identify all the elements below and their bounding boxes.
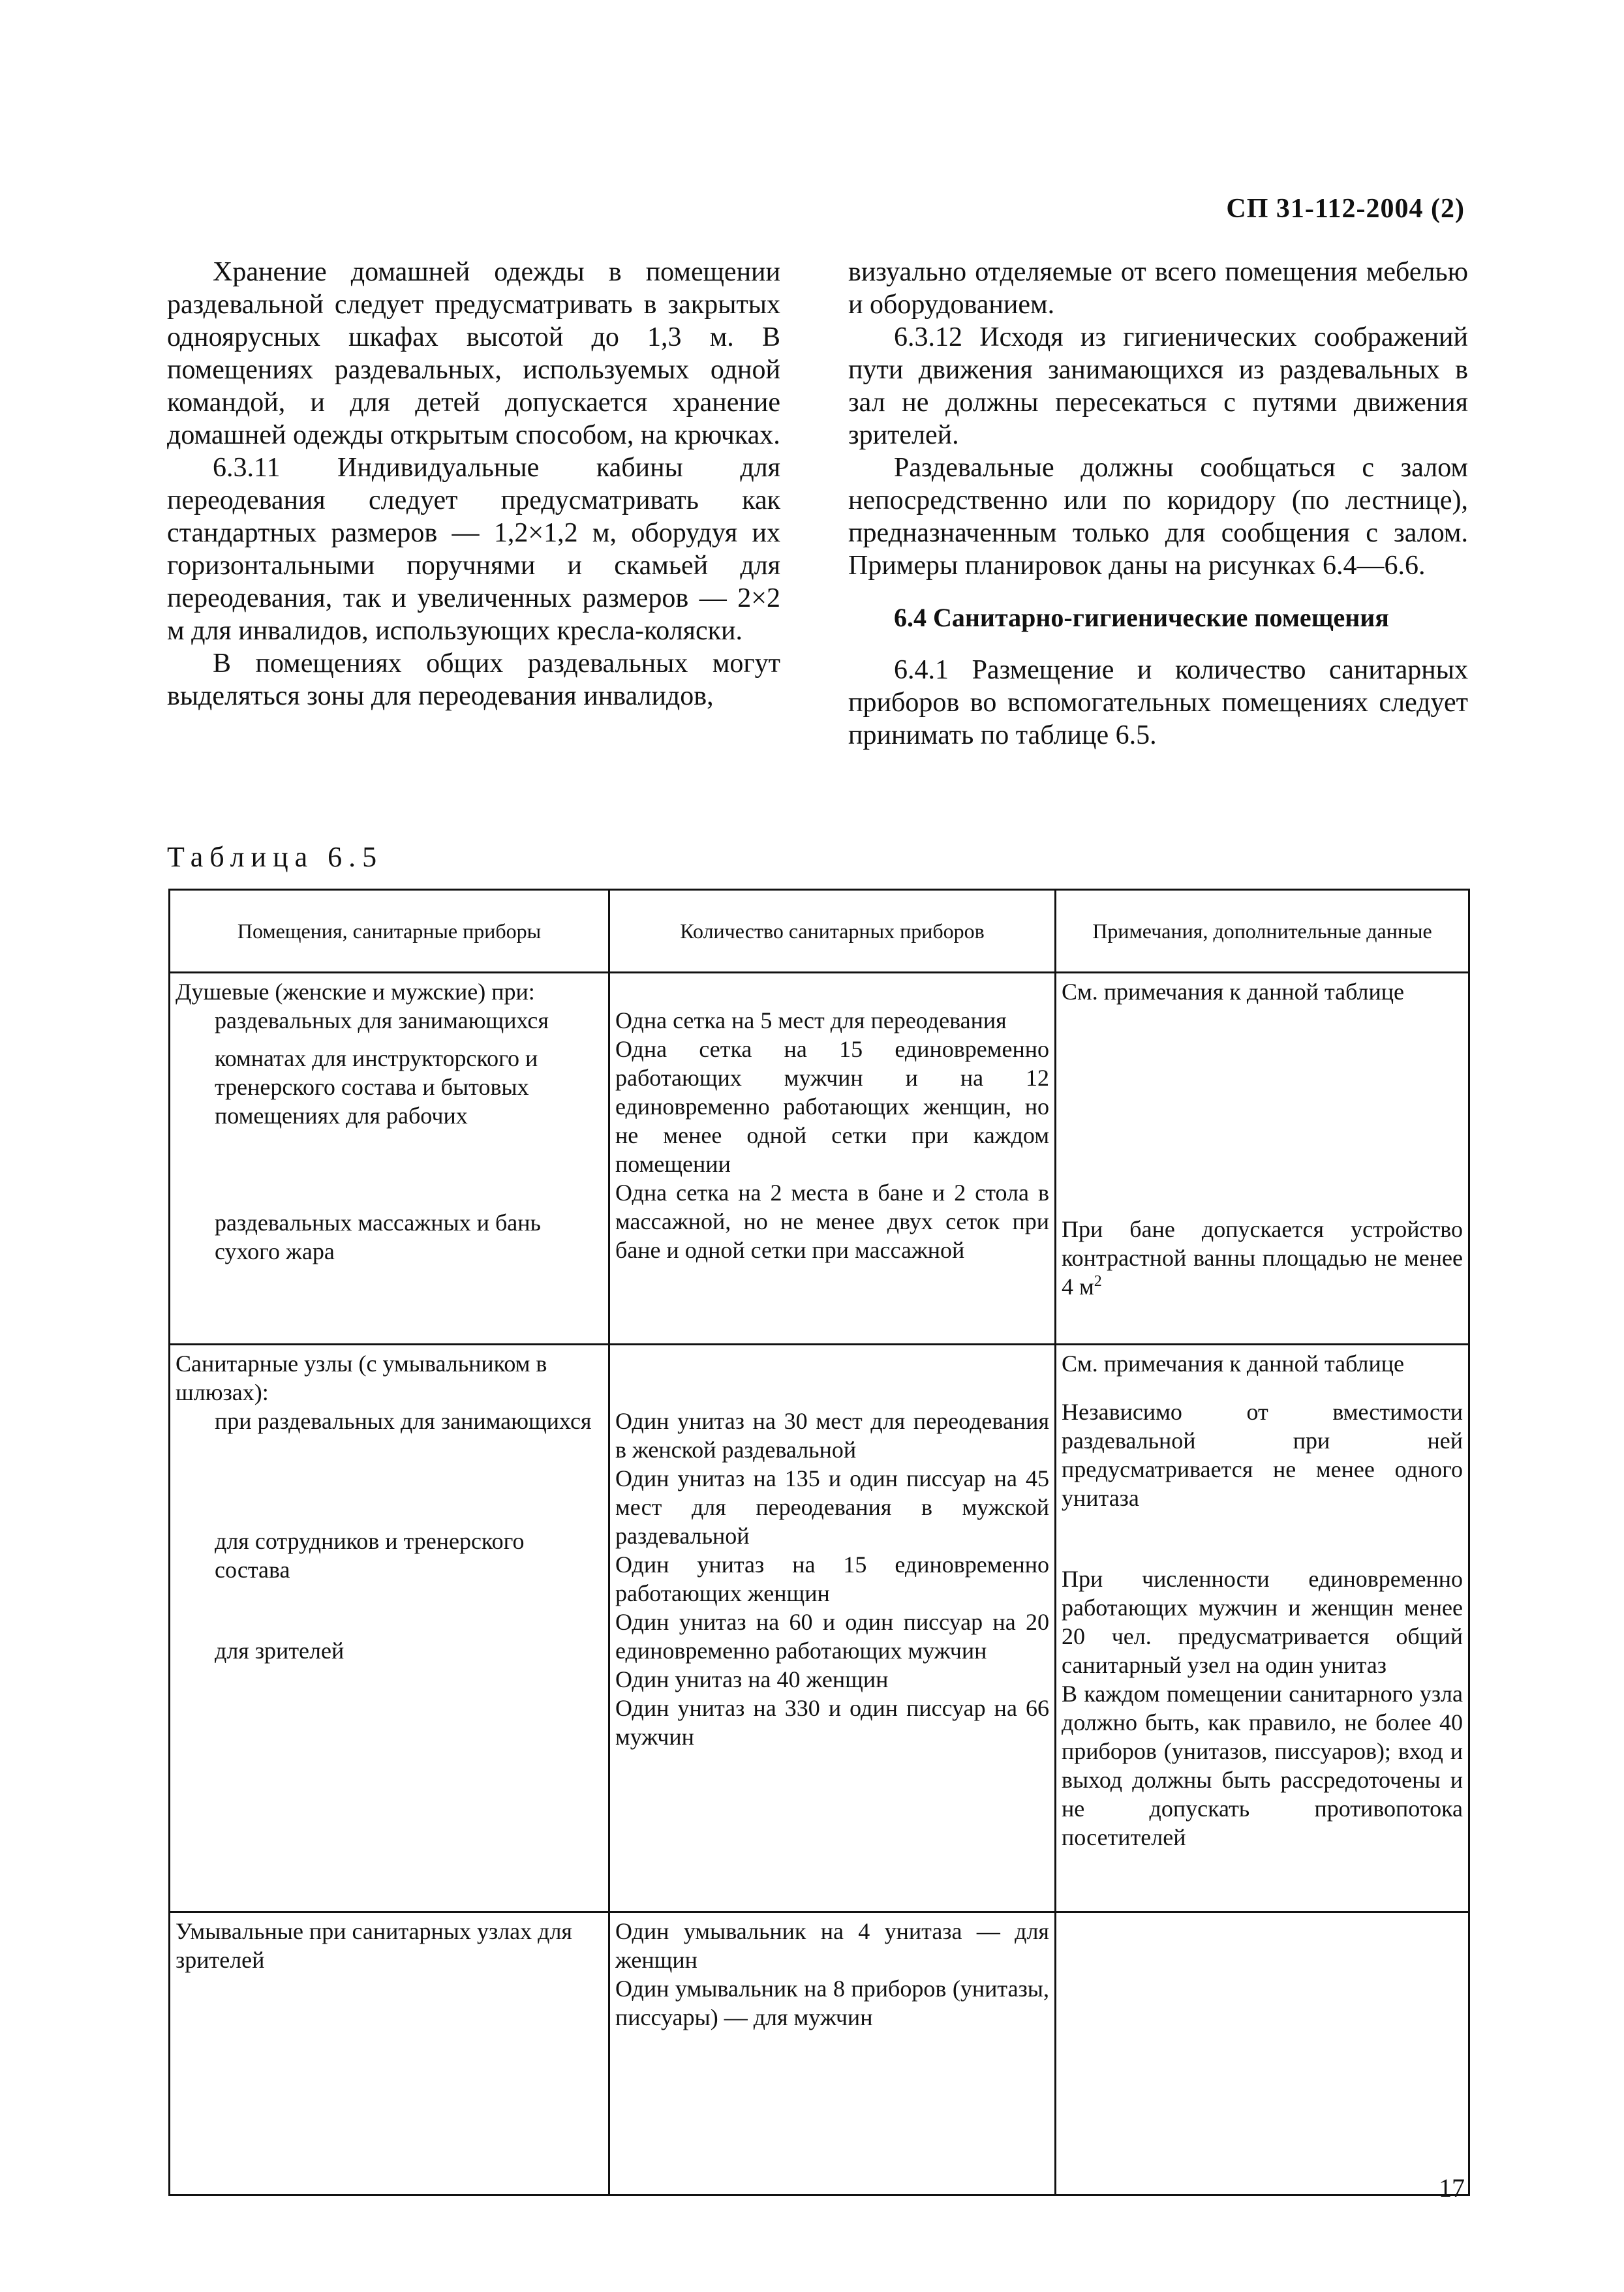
document-code: СП 31-112-2004 (2) [1226, 194, 1465, 224]
quantity-item: Один унитаз на 135 и один писсуар на 45 мест для переодевания в мужской раздевальной [615, 1465, 1049, 1549]
table-row [170, 1345, 1469, 1912]
table-cell-rooms [170, 1912, 609, 2195]
note-item: При численности единовременно работающих мужчин и женщин менее 20 чел. предусматривается общий санитарный узел на один унитаз [1062, 1566, 1463, 1678]
section-heading: 6.4 Санитарно-гигиенические помещения [894, 603, 1389, 632]
group-title: Душевые (женские и мужские) при: [176, 979, 535, 1005]
table-row [170, 973, 1469, 1345]
quantity-item: Один унитаз на 30 мест для переодевания в женской раздевальной [615, 1408, 1049, 1463]
note-item: См. примечания к данной таблице [1062, 1351, 1404, 1377]
left-column [167, 256, 780, 712]
paragraph: 6.3.12 Исходя из гигиенических соображений пути движения занимающихся из раздевальных в зал не должны пересекаться с путями движения зрителей. [848, 322, 1468, 450]
table-cell-notes [1056, 1912, 1469, 2195]
table-row [170, 1912, 1469, 2195]
column-header: Примечания, дополнительные данные [1056, 890, 1469, 973]
table-caption: Таблица 6.5 [167, 841, 384, 873]
page-number: 17 [1439, 2173, 1465, 2203]
room-item: комнатах для инструкторского и тренерского состава и бытовых помещениях для рабочих [215, 1045, 538, 1129]
note-item: См. примечания к данной таблице [1062, 979, 1404, 1005]
quantity-item: Одна сетка на 5 мест для переодевания [615, 1007, 1007, 1033]
quantity-item: Один унитаз на 330 и один писсуар на 66 мужчин [615, 1695, 1049, 1750]
room-item: для сотрудников и тренерского состава [215, 1528, 525, 1583]
table-cell-quantity [609, 1345, 1056, 1912]
table-cell-notes [1056, 973, 1469, 1345]
right-column [848, 256, 1468, 752]
quantity-item: Один унитаз на 60 и один писсуар на 20 единовременно работающих мужчин [615, 1609, 1049, 1664]
table-header-row [170, 890, 1469, 973]
paragraph: Хранение домашней одежды в помещении раздевальной следует предусматривать в закрытых одноярусных шкафах высотой до 1,3 м. В помещениях раздевальных, используемых одной командой, и для детей допускается хранение домашней одежды открытым способом, на крючках. [167, 257, 780, 450]
note-item: В каждом помещении санитарного узла должно быть, как правило, не более 40 приборов (унитазов, писсуаров); вход и выход должны быть рассредоточены и не допускать противопотока посетителей [1062, 1681, 1463, 1850]
group-title: Санитарные узлы (с умывальником в шлюзах): [176, 1351, 547, 1405]
room-item: для зрителей [215, 1638, 345, 1664]
table-cell-notes [1056, 1345, 1469, 1912]
paragraph: визуально отделяемые от всего помещения мебелью и оборудованием. [848, 257, 1468, 320]
paragraph: 6.3.11 Индивидуальные кабины для переодевания следует предусматривать как стандартных размеров — 1,2×1,2 м, оборудуя их горизонтальными поручнями и скамьей для переодевания, так и увеличенных размеров — 2×2 м для инвалидов, использующих кресла-коляски. [167, 453, 780, 646]
sanitary-fixtures-table [168, 889, 1470, 2196]
paragraph: 6.4.1 Размещение и количество санитарных приборов во вспомогательных помещениях следует принимать по таблице 6.5. [848, 655, 1468, 750]
room-item: Умывальные при санитарных узлах для зрителей [176, 1918, 572, 1973]
paragraph: В помещениях общих раздевальных могут выделяться зоны для переодевания инвалидов, [167, 649, 780, 711]
room-item: при раздевальных для занимающихся [215, 1408, 592, 1434]
quantity-item: Один умывальник на 4 унитаза — для женщин [615, 1918, 1049, 1973]
table-cell-rooms [170, 973, 609, 1345]
paragraph: Раздевальные должны сообщаться с залом непосредственно или по коридору (по лестнице), предназначенным только для сообщения с залом. Примеры планировок даны на рисунках 6.4—6.6. [848, 453, 1468, 581]
column-header: Количество санитарных приборов [609, 890, 1056, 973]
table-cell-rooms [170, 1345, 609, 1912]
note-item: При бане допускается устройство контрастной ванны площадью не менее 4 $м^2$ [1062, 1216, 1463, 1300]
table-cell-quantity [609, 1912, 1056, 2195]
quantity-item: Один умывальник на 8 приборов (унитазы, писсуары) — для мужчин [615, 1976, 1049, 2030]
room-item: раздевальных массажных и бань сухого жара [215, 1210, 541, 1264]
quantity-item: Один унитаз на 40 женщин [615, 1666, 889, 1692]
quantity-item: Одна сетка на 15 единовременно работающих мужчин и на 12 единовременно работающих женщин, но не менее одной сетки при каждом помещении [615, 1036, 1049, 1177]
room-item: раздевальных для занимающихся [215, 1007, 549, 1033]
quantity-item: Одна сетка на 2 места в бане и 2 стола в массажной, но не менее двух сеток при бане и одной сетки при массажной [615, 1180, 1049, 1263]
table-cell-quantity [609, 973, 1056, 1345]
column-header: Помещения, санитарные приборы [170, 890, 609, 973]
note-item: Независимо от вместимости раздевальной при ней предусматривается не менее одного унитаза [1062, 1399, 1463, 1511]
quantity-item: Один унитаз на 15 единовременно работающих женщин [615, 1551, 1049, 1606]
